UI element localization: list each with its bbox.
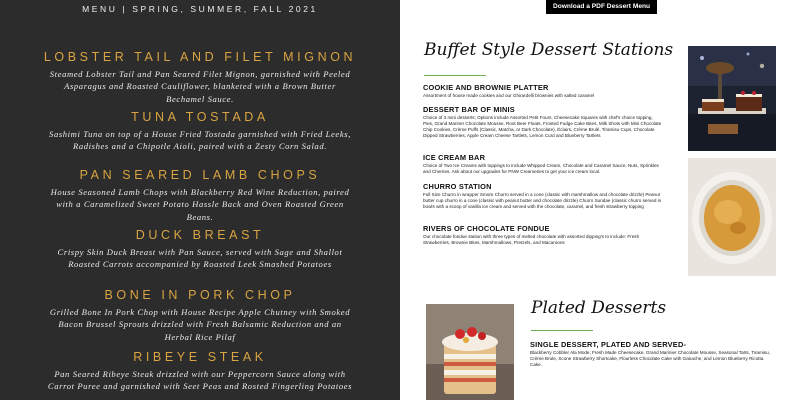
dish-description: Grilled Bone In Pork Chop with House Recipe Apple Chutney with Smoked Bacon Brussel Sprouts drizzled with Fresh Balsamic Reduction and an Herbal Rice Pilaf [49,307,351,342]
dish-ribeye [0,350,400,393]
dish-title: DUCK BREAST [135,228,265,242]
section-title: RIVERS OF CHOCOLATE FONDUE [423,224,550,233]
buffet-title: Buffet Style Dessert Stations [424,40,674,60]
section-description: Choice of 3 mini desserts; Options include Assorted Petit Fours, Cheesecake Squares with chef's choice topping, Pies, Grand Mariner Chocolate Mousse, Root Beer Floats, Frosted Fudge Cake Bites, Milk Shots with Mini Chocolate Chip Cookies, Crème Puffs (Classic, Matcha, or Dark Chocolate), Éclairs, Crème Brulé, Tiramisu Cups, Chocolate Dipped Strawberries, Apple Cream Cheese Tartlets, Lemon Curd and Blueberry Tartlets [423,115,662,138]
section-description: Blackberry Cobbler Ala Mode, Fresh Made Cheesecake, Grand Marinier Chocolate Mousse, Seasonal Tarts, Tiramisu, Crème Brule, Scone Strawberry Shortcake, Flourless Chocolate Cake with Ganache, and Lemon Blueberry Ricotta Cake. [530,350,770,367]
dish-description: Sashimi Tuna on top of a House Fried Tostada garnished with Fried Leeks, Radishes and a Chipotle Aioli, paired with a Zesty Corn Salad. [49,129,351,152]
menu-header: MENU | SPRING, SUMMER, FALL 2021 [82,4,318,14]
dish-description: House Seasoned Lamb Chops with Blackberry Red Wine Reduction, paired with a Caramelized Sweet Potato Hassle Back and Oven Roasted Green Beans. [50,187,350,222]
download-pdf-button[interactable]: Download a PDF Dessert Menu [546,0,657,14]
dessert-menu-panel [400,0,800,400]
section-title: DESSERT BAR OF MINIS [423,105,515,114]
section-description: Our chocolate fondue station with three types of melted chocolate with assorted dipping's to include: Fresh Strawberries, Brownie Bites, Marshmallows, Pretzels, and Macaroons [423,234,640,245]
dish-duck [0,228,400,271]
section-cookie-brownie [423,83,663,99]
section-title: SINGLE DESSERT, PLATED AND SERVED- [530,340,687,349]
dish-description: Steamed Lobster Tail and Pan Seared Filet Mignon, garnished with Peeled Asparagus and Roasted Cauliflower, blanketed with a Brown Butter Bechamel Sauce. [49,69,351,104]
section-title: CHURRO STATION [423,182,492,191]
section-description: Choice of Two Ice Creams with toppings to include Whipped Cream, Chocolate and Caramel Sauce, Nuts, Sprinkles and Cherries. Ask about our upgrades for PNW Creameries to get your ice cream local. [423,163,659,174]
section-description: Assortment of house made cookies and our Ghirardelli brownies with salted caramel [423,93,595,98]
dish-title: LOBSTER TAIL AND FILET MIGNON [43,50,357,64]
section-churro [423,182,663,210]
plated-title: Plated Desserts [531,298,667,318]
dish-title: BONE IN PORK CHOP [104,288,296,302]
title-underline [424,75,486,76]
dish-title: RIBEYE STEAK [133,350,267,364]
section-title: COOKIE AND BROWNIE PLATTER [423,83,549,92]
dish-tuna [0,110,400,153]
dish-title: TUNA TOSTADA [131,110,269,124]
dish-lobster [0,50,400,105]
dessert-station-photo [688,46,776,151]
plated-underline [531,330,593,331]
section-title: ICE CREAM BAR [423,153,486,162]
section-chocolate-fondue [423,224,663,246]
dish-pork [0,288,400,343]
dish-lamb [0,168,400,223]
dish-description: Crispy Skin Duck Breast with Pan Sauce, served with Sage and Shallot Roasted Carrots accompanied by Roasted Leek Smashed Potatoes [57,247,343,270]
creme-brulee-photo [688,158,776,276]
section-description: Full Size Churro in wrapper Smore Churro served in a cone (classic with marshmallow and chocolate drizzle) Peanut butter cup churro in a cone (classic with peanut butter and chocolate drizzle) Churro Sundae (classic churro served in bowls with a scoop of vanilla ice cream and served with the chocolate, caramel, and fresh strawberry topping [423,192,662,209]
section-ice-cream [423,153,663,175]
section-dessert-bar [423,105,663,139]
strawberry-cake-photo [426,304,514,400]
dish-title: PAN SEARED LAMB CHOPS [79,168,321,182]
dish-description: Pan Seared Ribeye Steak drizzled with our Peppercorn Sauce along with Carrot Puree and garnished with Seet Peas and Rosted Fingerling Potatoes [47,369,353,392]
section-plated [530,340,770,368]
